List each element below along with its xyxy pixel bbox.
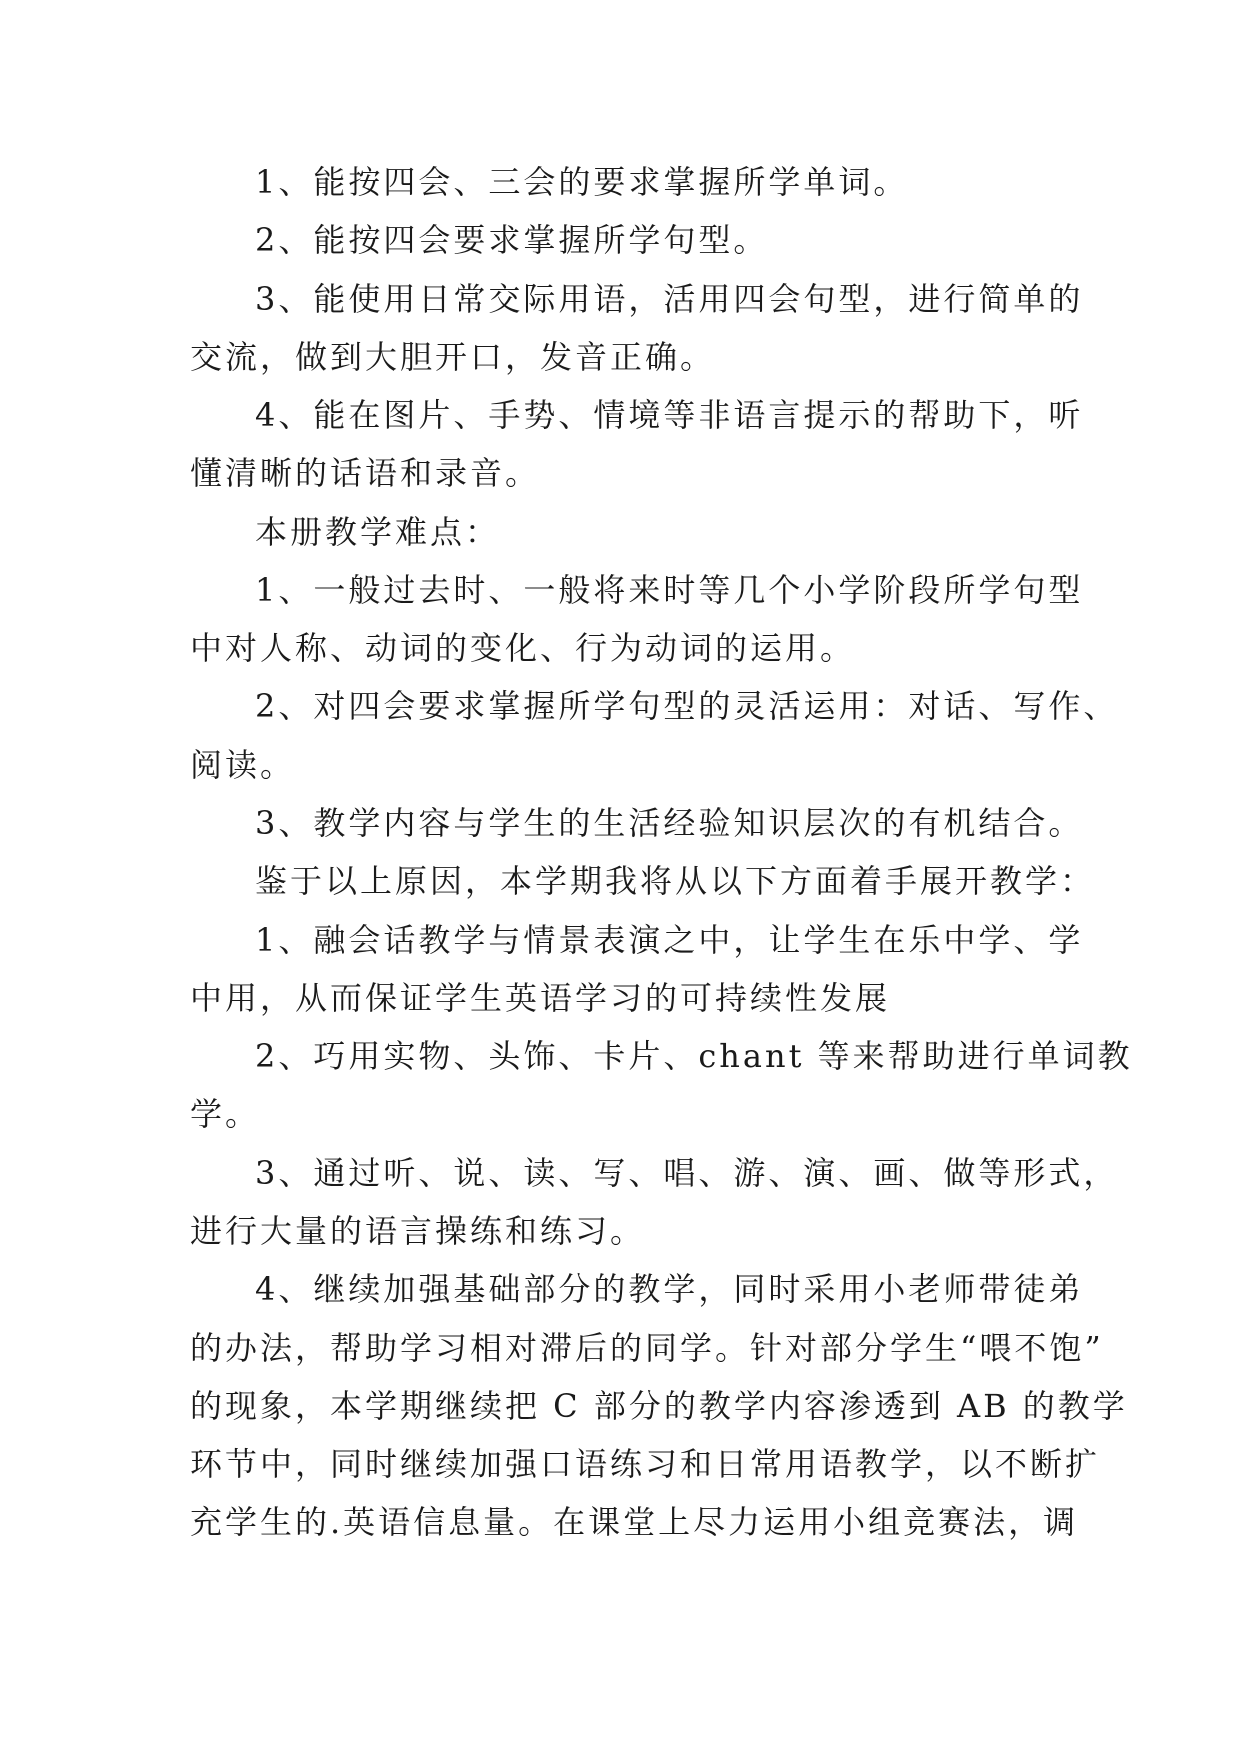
text-line-15: 中用，从而保证学生英语学习的可持续性发展 (190, 979, 891, 1017)
text-line-2: 2、能按四会要求掌握所学句型。 (255, 221, 769, 259)
text-line-3: 3、能使用日常交际用语，活用四会句型，进行简单的 (255, 280, 1084, 318)
text-line-11: 阅读。 (190, 746, 296, 784)
text-line-9: 中对人称、动词的变化、行为动词的运用。 (190, 629, 856, 667)
text-line-8: 1、一般过去时、一般将来时等几个小学阶段所学句型 (255, 571, 1084, 609)
text-line-14: 1、融会话教学与情景表演之中，让学生在乐中学、学 (255, 921, 1084, 959)
text-line-1: 1、能按四会、三会的要求掌握所学单词。 (255, 163, 909, 201)
text-line-18: 3、通过听、说、读、写、唱、游、演、画、做等形式， (255, 1154, 1119, 1192)
text-line-17: 学。 (190, 1095, 261, 1133)
text-line-4: 交流，做到大胆开口，发音正确。 (190, 338, 716, 376)
text-line-16: 2、巧用实物、头饰、卡片、chant 等来帮助进行单词教 (255, 1037, 1133, 1075)
text-line-10: 2、对四会要求掌握所学句型的灵活运用：对话、写作、 (255, 687, 1119, 725)
text-line-13: 鉴于以上原因，本学期我将从以下方面着手展开教学： (255, 862, 1096, 900)
text-line-20: 4、继续加强基础部分的教学，同时采用小老师带徒弟 (255, 1270, 1084, 1308)
text-line-12: 3、教学内容与学生的生活经验知识层次的有机结合。 (255, 804, 1084, 842)
text-line-22: 的现象，本学期继续把 C 部分的教学内容渗透到 AB 的教学 (190, 1387, 1128, 1425)
section-heading-difficulties: 本册教学难点： (255, 513, 501, 551)
text-line-19: 进行大量的语言操练和练习。 (190, 1212, 646, 1250)
text-line-23: 环节中，同时继续加强口语练习和日常用语教学，以不断扩 (190, 1445, 1101, 1483)
text-line-6: 懂清晰的话语和录音。 (190, 454, 541, 492)
text-line-21: 的办法，帮助学习相对滞后的同学。针对部分学生“喂不饱” (190, 1329, 1104, 1367)
text-line-24: 充学生的.英语信息量。在课堂上尽力运用小组竞赛法，调 (190, 1503, 1079, 1541)
text-line-5: 4、能在图片、手势、情境等非语言提示的帮助下，听 (255, 396, 1084, 434)
